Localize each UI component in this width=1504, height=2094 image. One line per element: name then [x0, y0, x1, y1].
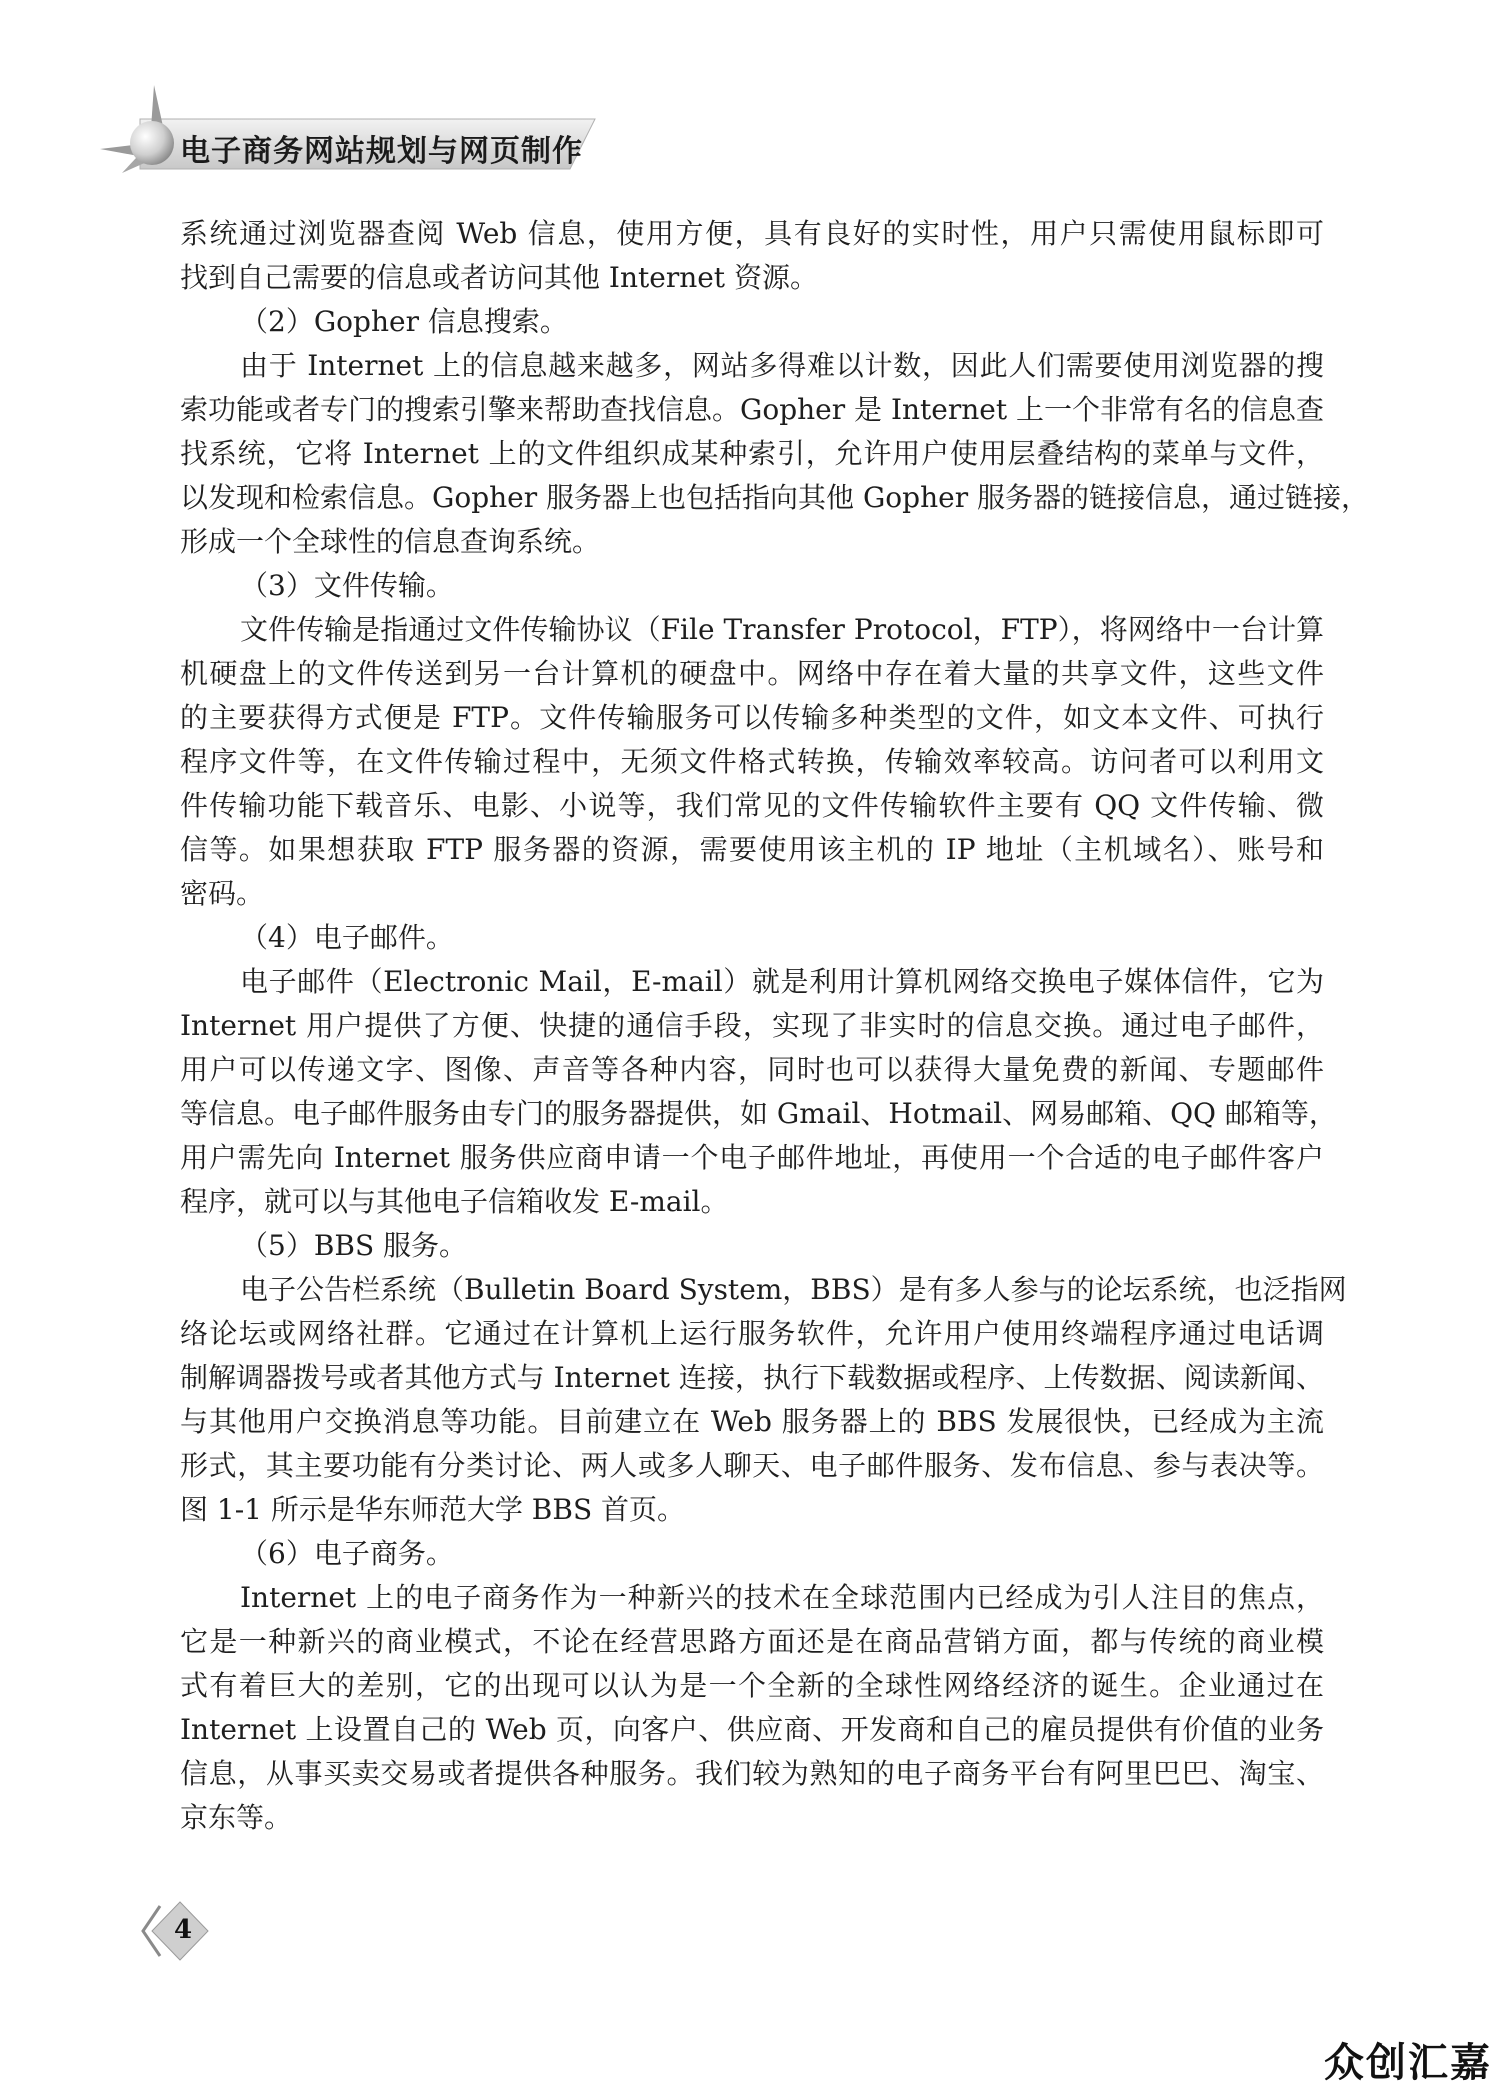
paragraph: [180, 960, 1337, 1224]
page-number-badge: [140, 1896, 210, 1966]
text-line: 式有着巨大的差别，它的出现可以认为是一个全新的全球性网络经济的诞生。企业通过在: [180, 1669, 1324, 1702]
text-line: Internet 上设置自己的 Web 页，向客户、供应商、开发商和自己的雇员提供有价值的业务: [180, 1713, 1324, 1746]
text-line: 电子邮件（Electronic Mail，E-mail）就是利用计算机网络交换电子媒体信件，它为: [240, 965, 1324, 998]
text-line: 电子公告栏系统（Bulletin Board System，BBS）是有多人参与的论坛系统，也泛指网: [240, 1273, 1347, 1306]
text-line: 络论坛或网络社群。它通过在计算机上运行服务软件，允许用户使用终端程序通过电话调: [180, 1317, 1324, 1350]
text-line: 它是一种新兴的商业模式，不论在经营思路方面还是在商品营销方面，都与传统的商业模: [180, 1625, 1324, 1658]
text-line: 用户可以传递文字、图像、声音等各种内容，同时也可以获得大量免费的新闻、专题邮件: [180, 1053, 1324, 1086]
page-body: [180, 212, 1369, 1840]
text-line: 等信息。电子邮件服务由专门的服务器提供，如 Gmail、Hotmail、网易邮箱、QQ 邮箱等，: [180, 1097, 1337, 1130]
text-line: 以发现和检索信息。Gopher 服务器上也包括指向其他 Gopher 服务器的链接信息，通过链接，: [180, 481, 1369, 514]
text-line: 程序文件等，在文件传输过程中，无须文件格式转换，传输效率较高。访问者可以利用文: [180, 745, 1324, 778]
text-line: 找到自己需要的信息或者访问其他 Internet 资源。: [180, 261, 818, 294]
text-line: 由于 Internet 上的信息越来越多，网站多得难以计数，因此人们需要使用浏览器的搜: [240, 349, 1324, 382]
text-line: Internet 用户提供了方便、快捷的通信手段，实现了非实时的信息交换。通过电子邮件，: [180, 1009, 1324, 1042]
section-heading: （3）文件传输。: [240, 569, 454, 602]
text-line: 的主要获得方式便是 FTP。文件传输服务可以传输多种类型的文件，如文本文件、可执行: [180, 701, 1324, 734]
text-line: 信息，从事买卖交易或者提供各种服务。我们较为熟知的电子商务平台有阿里巴巴、淘宝、: [180, 1757, 1324, 1790]
paragraph: [180, 1268, 1347, 1532]
section-heading: （4）电子邮件。: [240, 921, 454, 954]
text-line: 京东等。: [180, 1801, 293, 1834]
page-number: 4: [173, 1915, 193, 1945]
text-line: 形成一个全球性的信息查询系统。: [180, 525, 601, 558]
paragraph: [180, 344, 1369, 564]
text-line: 用户需先向 Internet 服务供应商申请一个电子邮件地址，再使用一个合适的电子邮件客户: [180, 1141, 1324, 1174]
watermark: 众创汇嘉: [1324, 2040, 1492, 2086]
paragraph: [180, 608, 1324, 916]
paragraph: [180, 212, 1324, 300]
text-line: 图 1-1 所示是华东师范大学 BBS 首页。: [180, 1493, 686, 1526]
running-header: [100, 85, 600, 175]
text-line: 与其他用户交换消息等功能。目前建立在 Web 服务器上的 BBS 发展很快，已经成为主流: [180, 1405, 1324, 1438]
text-line: 程序，就可以与其他电子信箱收发 E-mail。: [180, 1185, 729, 1218]
paragraph: [180, 1576, 1324, 1840]
book-title: 电子商务网站规划与网页制作: [180, 134, 583, 169]
text-line: 文件传输是指通过文件传输协议（File Transfer Protocol，FTP），将网络中一台计算: [240, 613, 1324, 646]
section-heading: （6）电子商务。: [240, 1537, 454, 1570]
section-heading: （5）BBS 服务。: [240, 1229, 468, 1262]
text-line: 索功能或者专门的搜索引擎来帮助查找信息。Gopher 是 Internet 上一个非常有名的信息查: [180, 393, 1324, 426]
text-line: 信等。如果想获取 FTP 服务器的资源，需要使用该主机的 IP 地址（主机域名）、账号和: [180, 833, 1324, 866]
text-line: 机硬盘上的文件传送到另一台计算机的硬盘中。网络中存在着大量的共享文件，这些文件: [180, 657, 1324, 690]
text-line: 系统通过浏览器查阅 Web 信息，使用方便，具有良好的实时性，用户只需使用鼠标即可: [180, 217, 1324, 250]
section-heading: （2）Gopher 信息搜索。: [240, 305, 568, 338]
text-line: 找系统，它将 Internet 上的文件组织成某种索引，允许用户使用层叠结构的菜单与文件，: [180, 437, 1324, 470]
text-line: 制解调器拨号或者其他方式与 Internet 连接，执行下载数据或程序、上传数据、阅读新闻、: [180, 1361, 1324, 1394]
text-line: 形式，其主要功能有分类讨论、两人或多人聊天、电子邮件服务、发布信息、参与表决等。: [180, 1449, 1324, 1482]
text-line: 密码。: [180, 877, 265, 910]
text-line: Internet 上的电子商务作为一种新兴的技术在全球范围内已经成为引人注目的焦点，: [240, 1581, 1324, 1614]
text-line: 件传输功能下载音乐、电影、小说等，我们常见的文件传输软件主要有 QQ 文件传输、微: [180, 789, 1324, 822]
